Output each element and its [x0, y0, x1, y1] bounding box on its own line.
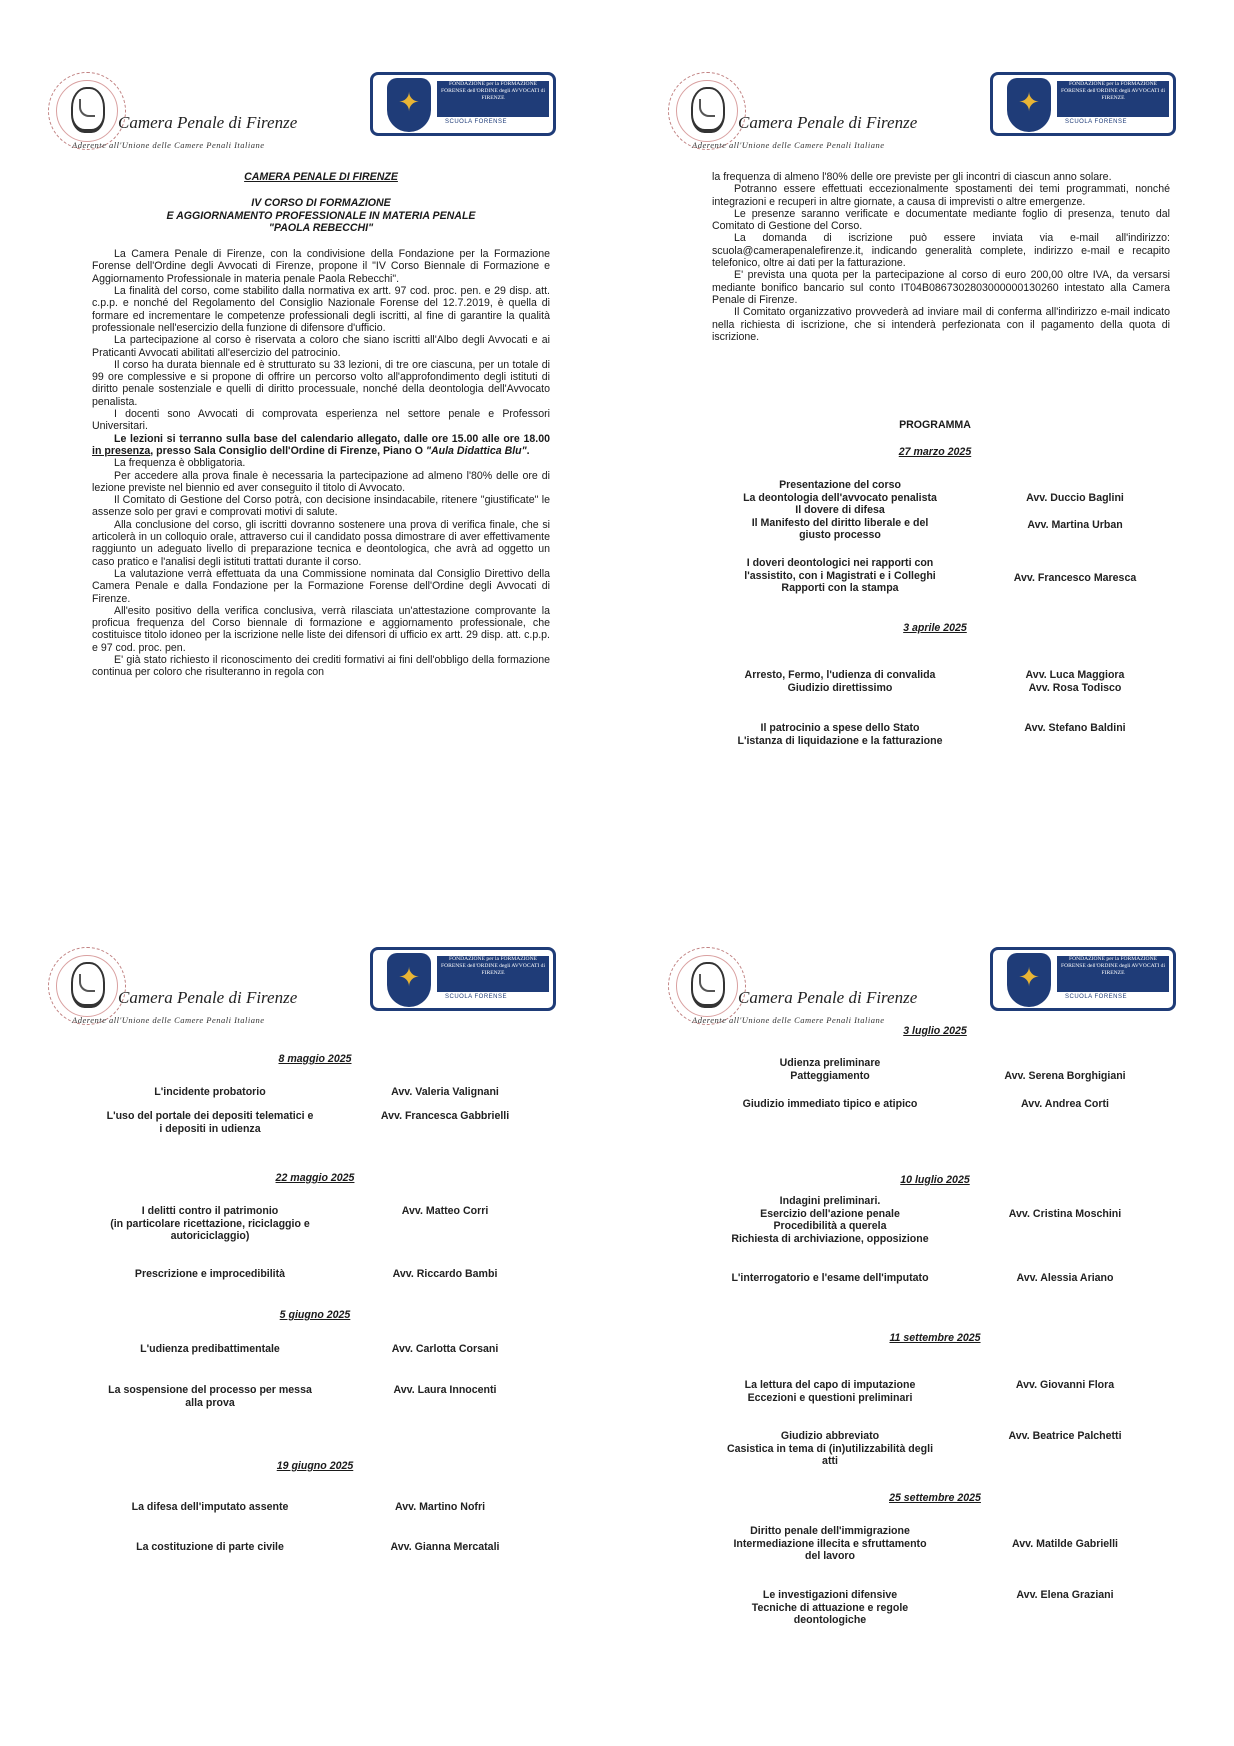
lesson-date: 5 giugno 2025 [279, 1309, 351, 1321]
fondazione-logo [370, 72, 556, 136]
topic-line: Le investigazioni difensive [762, 1589, 898, 1601]
topic-line: alla prova [185, 1396, 235, 1409]
paragraph: E' già stato richiesto il riconoscimento dei crediti formativi ai fini dell'obbligo della formazione continua per coloro che risulteranno in regola con [92, 653, 550, 679]
page-header [20, 875, 610, 1035]
paragraph: La frequenza è obbligatoria. [114, 457, 246, 470]
topic-line: Giudizio direttissimo [787, 681, 893, 694]
topic-line: Eccezioni e questioni preliminari [747, 1391, 913, 1404]
speaker-name: Avv. Carlotta Corsani [391, 1343, 499, 1355]
paragraph: Il corso ha durata biennale ed è strutturato su 33 lezioni, di tre ore ciascuna, per un totale di 99 ore complessive e si propone di offrire un percorso volto all'approfondimento degli istituti di diritto penale sostenziale e quelli di diritto processuale, nonché della deontologia dell'Avvocato penalista. [92, 358, 550, 408]
paragraph: La valutazione verrà effettuata da una Commissione nominata dal Consiglio Direttivo della Camera Penale e dalla Fondazione per la Formazione Forense dell'Ordine degli Avvocati di Firenze. [92, 567, 550, 605]
topic-line: Casistica in tema di (in)utilizzabilità degli [726, 1442, 934, 1455]
lesson-date: 19 giugno 2025 [276, 1460, 354, 1472]
lesson-topic [710, 669, 970, 694]
topic-line: Intermediazione illecita e sfruttamento [733, 1537, 927, 1550]
lesson-topic [700, 1589, 960, 1627]
scuola-forense-label: SCUOLA FORENSE [445, 119, 508, 125]
compass-star-icon: ✦ [387, 953, 431, 1007]
programma-heading: PROGRAMMA [899, 419, 971, 431]
document-heading: CAMERA PENALE DI FIRENZE [244, 171, 398, 183]
speaker-name: Avv. Matilde Gabrielli [1012, 1538, 1118, 1550]
topic-line: La lettura del capo di imputazione [744, 1379, 916, 1391]
paragraph: Per accedere alla prova finale è necessaria la partecipazione ad almeno l'80% delle ore di lezione previste nel biennio ed aver conseguito il titolo di Avvocato. [92, 469, 550, 494]
lesson-topic [720, 1057, 940, 1082]
topic-line: Esercizio dell'azione penale [760, 1207, 900, 1220]
page-header [20, 0, 610, 160]
speaker-name: Avv. Serena Borghigiani [1004, 1070, 1126, 1082]
fondazione-logo [370, 947, 556, 1011]
org-name: Camera Penale di Firenze [738, 988, 918, 1007]
topic-line: Patteggiamento [790, 1069, 870, 1082]
lesson-date: 25 settembre 2025 [889, 1492, 981, 1504]
lesson-topic [700, 1525, 960, 1563]
paragraph: Il Comitato di Gestione del Corso potrà, con decisione insindacabile, ritenere "giustificate" le assenze solo per gravi e comprovati motivi di salute. [92, 494, 550, 519]
topic-line: Arresto, Fermo, l'udienza di convalida [744, 669, 936, 681]
lesson-topic: L'interrogatorio e l'esame dell'imputato [731, 1272, 929, 1284]
topic-line: Procedibilità a querela [773, 1220, 887, 1232]
paragraph: La domanda di iscrizione può essere inviata via e-mail all'indirizzo: scuola@camerapenalefirenze.it, indicando generalità complete, indirizzo e-mail e recapito telefonico, oltre ai dati per la fatturazione. [712, 232, 1170, 270]
speaker-name: Avv. Alessia Ariano [1016, 1272, 1114, 1284]
speaker-name: Avv. Matteo Corri [401, 1205, 489, 1217]
camera-penale-seal-logo [668, 947, 746, 1025]
lesson-topic [710, 479, 970, 542]
topic-line: del lavoro [804, 1550, 856, 1562]
topic-line: Il dovere di difesa [795, 504, 885, 516]
lesson-topic [710, 557, 970, 595]
speaker-name: Avv. Andrea Corti [1021, 1098, 1109, 1110]
scuola-forense-label: SCUOLA FORENSE [1065, 119, 1128, 125]
fondazione-text: FONDAZIONE per la FORMAZIONE FORENSE dell'ORDINE degli AVVOCATI di FIRENZE [437, 956, 549, 992]
camera-penale-seal-logo [668, 72, 746, 150]
org-name: Camera Penale di Firenze [118, 113, 298, 132]
lesson-date: 10 luglio 2025 [900, 1174, 970, 1186]
lesson-date: 11 settembre 2025 [889, 1332, 981, 1344]
topic-line: giusto processo [799, 529, 881, 541]
schedule-paragraph [92, 433, 550, 458]
paragraph: La finalità del corso, come stabilito dalla normativa ex artt. 97 cod. proc. pen. e 29 disp. att. c.p.p. e nonché del Regolamento del Consiglio Nazionale Forense del 12.7.2019, è quella di formare ed incrementare le competenze professionali degli iscritti, al fine di garantire la qualità professionale nell'esercizio della funzione di difensore d'ufficio. [92, 285, 550, 334]
paragraph: La partecipazione al corso è riservata a coloro che siano iscritti all'Albo degli Avvocati e ai Praticanti Avvocati abilitati all'esercizio del patrocinio. [92, 334, 550, 359]
course-title-line-2: E AGGIORNAMENTO PROFESSIONALE IN MATERIA PENALE [166, 209, 476, 222]
lesson-topic: Giudizio immediato tipico e atipico [742, 1098, 918, 1110]
paragraph: la frequenza di almeno l'80% delle ore previste per gli incontri di ciascun anno solare. [712, 171, 1112, 183]
page-3 [20, 875, 610, 1725]
lesson-date: 22 maggio 2025 [275, 1172, 355, 1184]
lesson-topic [700, 1195, 960, 1245]
speaker-name: Avv. Riccardo Bambi [392, 1268, 498, 1280]
compass-star-icon: ✦ [387, 78, 431, 132]
topic-line: atti [822, 1455, 838, 1467]
lesson-topic: L'udienza predibattimentale [140, 1343, 280, 1355]
paragraph: E' prevista una quota per la partecipazione al corso di euro 200,00 oltre IVA, da versarsi mediante bonifico bancario sul conto IT04B0867302803000000130260 intestato alla Camera Penale di Firenze. [712, 269, 1170, 306]
compass-star-icon: ✦ [1007, 78, 1051, 132]
lesson-topic: L'incidente probatorio [154, 1086, 266, 1098]
lesson-topic [700, 1379, 960, 1404]
topic-line: autoriciclaggio) [170, 1230, 250, 1242]
fondazione-text: FONDAZIONE per la FORMAZIONE FORENSE dell'ORDINE degli AVVOCATI di FIRENZE [1057, 956, 1169, 992]
topic-line: Il patrocinio a spese dello Stato [760, 722, 920, 734]
in-presenza-text: in presenza [92, 444, 151, 457]
topic-line: La sospensione del processo per messa [108, 1384, 312, 1396]
schedule-text: Le lezioni si terranno sulla base del calendario allegato, dalle ore 15.00 alle ore 18.00 [114, 432, 550, 445]
info-column [712, 171, 1170, 343]
speaker-name: Avv. Laura Innocenti [393, 1384, 497, 1396]
page-header [640, 0, 1230, 160]
topic-line: Il Manifesto del diritto liberale e del [751, 516, 929, 529]
topic-line: Presentazione del corso [779, 479, 901, 491]
page-1 [20, 0, 610, 850]
paragraph: I docenti sono Avvocati di comprovata esperienza nel settore penale e Professori Universitari. [92, 408, 550, 433]
topic-line: L'uso del portale dei depositi telematici e [106, 1110, 314, 1122]
paragraph: Alla conclusione del corso, gli iscritti dovranno sostenere una prova di verifica finale, che si articolerà in un colloquio orale, attraverso cui il candidato possa dimostrare di aver effettivamente raggiunto un adeguato livello di preparazione tecnica e deontologica, che avrà ad oggetto un caso pratico e l'analisi degli istituti trattati durante il corso. [92, 518, 550, 568]
topic-line: Udienza preliminare [779, 1057, 881, 1069]
speaker-name: Avv. Cristina Moschini [1008, 1208, 1122, 1220]
topic-line: Rapporti con la stampa [781, 582, 899, 594]
topic-line: l'assistito, con i Magistrati e i Colleghi [744, 569, 936, 582]
paragraph: All'esito positivo della verifica conclusiva, verrà rilasciata un'attestazione comprovante la proficua frequenza del Corso biennale di formazione e aggiornamento professionale, che costituisce titolo idoneo per la iscrizione nelle liste dei difensori di ufficio ex artt. 29 disp. att. c.p.p. e 97 cod. proc. pen. [92, 604, 550, 654]
topic-line: I doveri deontologici nei rapporti con [746, 557, 934, 569]
fondazione-logo [990, 947, 1176, 1011]
topic-line: Giudizio abbreviato [780, 1430, 880, 1442]
speaker-name: Avv. Martino Nofri [394, 1501, 486, 1513]
speaker-name: Avv. Francesca Gabbrielli [380, 1110, 510, 1122]
topic-line: i depositi in udienza [159, 1122, 261, 1135]
topic-line: Diritto penale dell'immigrazione [750, 1525, 910, 1537]
lesson-date: 8 maggio 2025 [278, 1053, 352, 1065]
topic-line: I delitti contro il patrimonio [141, 1205, 279, 1217]
paragraph: Il Comitato organizzativo provvederà ad inviare mail di conferma all'indirizzo e-mail indicato nella richiesta di iscrizione, che si intenderà perfezionata con il pagamento della quota di iscrizione. [712, 306, 1170, 343]
fondazione-text: FONDAZIONE per la FORMAZIONE FORENSE dell'ORDINE degli AVVOCATI di FIRENZE [1057, 81, 1169, 117]
org-tagline: Aderente all'Unione delle Camere Penali Italiane [72, 140, 265, 150]
topic-line: L'istanza di liquidazione e la fatturazione [737, 734, 943, 747]
speaker-name: Avv. Francesco Maresca [1013, 572, 1137, 584]
lesson-date: 3 luglio 2025 [903, 1025, 967, 1037]
org-name: Camera Penale di Firenze [118, 988, 298, 1007]
lesson-topic [700, 722, 980, 747]
lesson-topic: La costituzione di parte civile [136, 1541, 284, 1553]
scuola-forense-label: SCUOLA FORENSE [445, 994, 508, 1000]
compass-star-icon: ✦ [1007, 953, 1051, 1007]
fondazione-text: FONDAZIONE per la FORMAZIONE FORENSE dell'ORDINE degli AVVOCATI di FIRENZE [437, 81, 549, 117]
speaker-name: Avv. Elena Graziani [1016, 1589, 1114, 1601]
paragraph: La Camera Penale di Firenze, con la condivisione della Fondazione per la Formazione Forense dell'Ordine degli Avvocati di Firenze, propone il "IV Corso Biennale di Formazione e Aggiornamento Professionale in materia penale Paola Rebecchi". [92, 248, 550, 285]
paragraph: Le presenze saranno verificate e documentate mediante foglio di presenza, tenuto dal Comitato di Gestione del Corso. [712, 207, 1170, 233]
lesson-topic [90, 1205, 330, 1243]
topic-line: deontologiche [793, 1614, 867, 1626]
course-title-line-1: IV CORSO DI FORMAZIONE [251, 197, 391, 210]
org-tagline: Aderente all'Unione delle Camere Penali Italiane [692, 140, 885, 150]
speaker-name: Avv. Stefano Baldini [1024, 722, 1126, 734]
speaker-name: Avv. Martina Urban [1027, 519, 1123, 531]
course-title-line-3: "PAOLA REBECCHI" [268, 221, 374, 234]
schedule-location: , presso Sala Consiglio dell'Ordine di Firenze, Piano O [150, 444, 426, 457]
topic-line: Indagini preliminari. [779, 1195, 881, 1207]
speaker-name: Avv. Valeria Valignani [391, 1086, 499, 1098]
camera-penale-seal-logo [48, 947, 126, 1025]
speaker-name: Avv. Gianna Mercatali [390, 1541, 500, 1553]
fondazione-logo [990, 72, 1176, 136]
topic-line: Richiesta di archiviazione, opposizione [731, 1232, 929, 1245]
speaker-name: Avv. Luca Maggiora [1025, 669, 1125, 681]
org-tagline: Aderente all'Unione delle Camere Penali Italiane [72, 1015, 265, 1025]
aula-name: "Aula Didattica Blu" [425, 444, 527, 457]
lesson-topic [695, 1430, 965, 1468]
page-4 [640, 875, 1230, 1725]
scuola-forense-label: SCUOLA FORENSE [1065, 994, 1128, 1000]
lesson-date: 3 aprile 2025 [903, 622, 967, 634]
speaker-name: Avv. Giovanni Flora [1015, 1379, 1115, 1391]
lesson-topic [80, 1384, 340, 1409]
lesson-topic [80, 1110, 340, 1135]
speaker-name: Avv. Beatrice Palchetti [1008, 1430, 1122, 1442]
org-tagline: Aderente all'Unione delle Camere Penali Italiane [692, 1015, 885, 1025]
speaker-name: Avv. Rosa Todisco [1028, 682, 1122, 694]
intro-column [92, 171, 550, 679]
paragraph: Potranno essere effettuati eccezionalmente spostamenti dei temi programmati, nonché integrazioni e recuperi in altre giornate, a causa di imprevisti o altre emergenze. [712, 183, 1170, 208]
lesson-topic: La difesa dell'imputato assente [131, 1501, 289, 1513]
topic-line: Tecniche di attuazione e regole [751, 1601, 909, 1614]
page-header [640, 875, 1230, 1035]
org-name: Camera Penale di Firenze [738, 113, 918, 132]
page-2 [640, 0, 1230, 850]
schedule-end: . [526, 444, 530, 457]
topic-line: La deontologia dell'avvocato penalista [743, 491, 937, 504]
speaker-name: Avv. Duccio Baglini [1026, 492, 1124, 504]
lesson-date: 27 marzo 2025 [898, 446, 972, 458]
lesson-topic: Prescrizione e improcedibilità [134, 1268, 286, 1280]
camera-penale-seal-logo [48, 72, 126, 150]
topic-line: (in particolare ricettazione, riciclaggio e [110, 1217, 310, 1230]
